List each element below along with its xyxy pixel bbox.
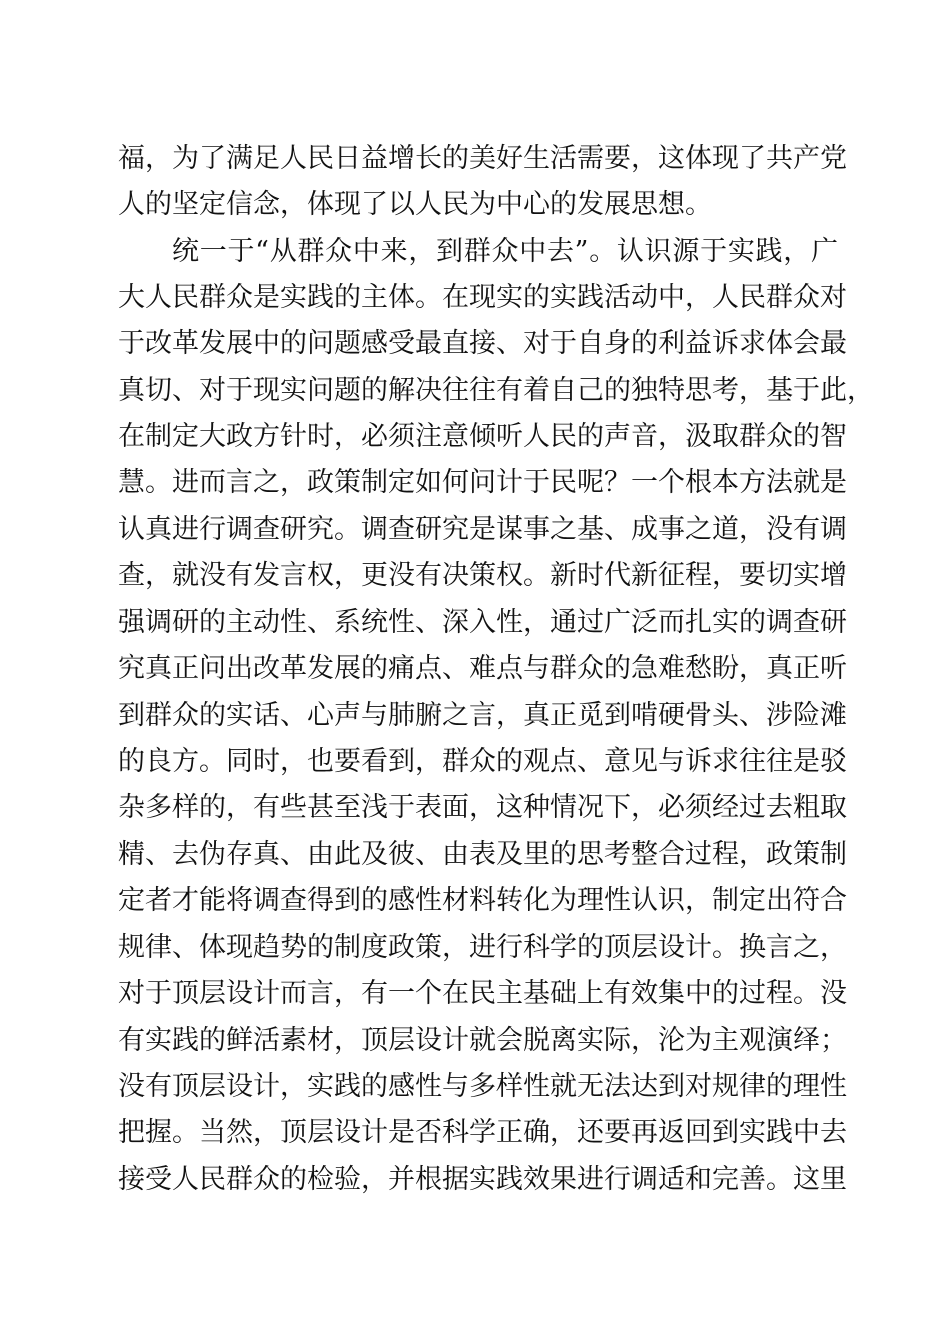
text-line: 慧。进而言之，政策制定如何问计于民呢？一个根本方法就是 bbox=[118, 467, 847, 498]
text-line: 把握。当然，顶层设计是否科学正确，还要再返回到实践中去 bbox=[118, 1117, 847, 1148]
text-line: 定者才能将调查得到的感性材料转化为理性认识，制定出符合 bbox=[118, 885, 847, 916]
paragraph-first-line: 统一于“从群众中来，到群众中去”。认识源于实践，广 bbox=[172, 236, 838, 267]
text-line: 究真正问出改革发展的痛点、难点与群众的急难愁盼，真正听 bbox=[118, 653, 847, 684]
text-line: 人的坚定信念，体现了以人民为中心的发展思想。 bbox=[118, 189, 712, 220]
text-line: 于改革发展中的问题感受最直接、对于自身的利益诉求体会最 bbox=[118, 328, 847, 359]
text-line: 的良方。同时，也要看到，群众的观点、意见与诉求往往是驳 bbox=[118, 746, 847, 777]
text-line: 福，为了满足人民日益增长的美好生活需要，这体现了共产党 bbox=[118, 143, 847, 174]
text-line: 接受人民群众的检验，并根据实践效果进行调适和完善。这里 bbox=[118, 1164, 847, 1195]
text-line: 大人民群众是实践的主体。在现实的实践活动中，人民群众对 bbox=[118, 282, 847, 313]
text-line: 杂多样的，有些甚至浅于表面，这种情况下，必须经过去粗取 bbox=[118, 792, 847, 823]
text-line: 真切、对于现实问题的解决往往有着自己的独特思考，基于此， bbox=[118, 375, 874, 406]
text-line: 在制定大政方针时，必须注意倾听人民的声音，汲取群众的智 bbox=[118, 421, 847, 452]
text-line: 有实践的鲜活素材，顶层设计就会脱离实际，沦为主观演绎； bbox=[118, 1025, 847, 1056]
text-line: 到群众的实话、心声与肺腑之言，真正觅到啃硬骨头、涉险滩 bbox=[118, 700, 847, 731]
text-line: 强调研的主动性、系统性、深入性，通过广泛而扎实的调查研 bbox=[118, 607, 847, 638]
text-line: 没有顶层设计，实践的感性与多样性就无法达到对规律的理性 bbox=[118, 1071, 847, 1102]
text-line: 对于顶层设计而言，有一个在民主基础上有效集中的过程。没 bbox=[118, 978, 847, 1009]
text-line: 规律、体现趋势的制度政策，进行科学的顶层设计。换言之， bbox=[118, 932, 847, 963]
text-line: 查，就没有发言权，更没有决策权。新时代新征程，要切实增 bbox=[118, 560, 847, 591]
text-line: 认真进行调查研究。调查研究是谋事之基、成事之道，没有调 bbox=[118, 514, 847, 545]
text-line: 精、去伪存真、由此及彼、由表及里的思考整合过程，政策制 bbox=[118, 839, 847, 870]
